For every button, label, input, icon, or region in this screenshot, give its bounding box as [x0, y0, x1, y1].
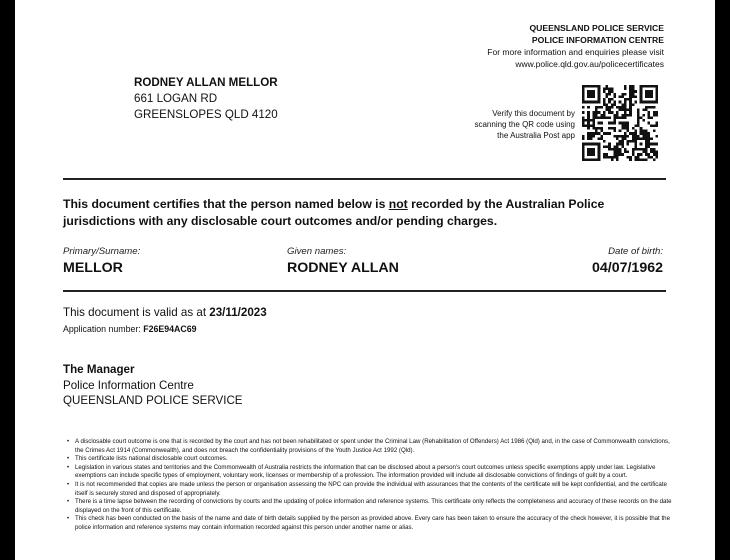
note-item: • A disclosable court outcome is one that is recorded by the court and has not been rehabilitated or spent under the Criminal Law (Rehabilitation of Offenders) Act 1986 (Qld) and, in the case of Commonwealth convictions, the Crimes Act 1914 (Commonwealth), and does not breach the confidentiality provisions of the Youth Justice Act 1992 (Qld). — [67, 438, 673, 455]
dob-label: Date of birth: — [608, 246, 663, 257]
given-names-label: Given names: — [287, 246, 347, 257]
certification-emphasis: not — [388, 197, 408, 211]
recipient-title: The Manager — [63, 363, 135, 376]
certification-text-1: This document certifies that the person named below is — [63, 197, 389, 211]
note-item: • Legislation in various states and territories and the Commonwealth of Australia restricts the information that can be disclosed about a person's court outcomes unless specific exemptions apply under law. Legislative exemptions can include specific types of employment, voluntary work, licenses or membership of a profession. The information provided will include all disclosable convictions of findings of guilt by a court. — [67, 464, 673, 481]
top-divider — [63, 178, 666, 180]
verify-instructions — [445, 108, 575, 141]
recipient-line-2: QUEENSLAND POLICE SERVICE — [63, 394, 243, 407]
surname-label: Primary/Surname: — [63, 246, 141, 257]
certification-statement — [63, 196, 673, 230]
validity-label: This document is valid as at — [63, 306, 210, 319]
surname-value: MELLOR — [63, 260, 123, 276]
dob-value: 04/07/1962 — [591, 260, 663, 276]
mailing-address — [134, 75, 278, 123]
note-item: • There is a time lapse between the recording of convictions by courts and the updating of police information and reference systems. This certificate only reflects the completeness and accuracy of these records on the date displayed on the front of this certificate. — [67, 498, 673, 515]
application-number-value: F26E94AC69 — [143, 324, 197, 334]
note-item: • It is not recommended that copies are made unless the person or organisation assessing the NPC can provide the individual with assurances that the contents of the certificate will be kept confidential, and the certificate itself is securely stored and disposed of appropriately. — [67, 481, 673, 498]
application-number-label: Application number: — [63, 324, 144, 334]
enquiries-url[interactable]: www.police.qld.gov.au/policecertificates — [515, 59, 664, 69]
verify-line-3: the Australia Post app — [497, 131, 575, 140]
recipient-line-1: Police Information Centre — [63, 378, 194, 392]
middle-divider — [63, 290, 666, 292]
note-item: • This check has been conducted on the basis of the name and date of birth details supplied by the person as provided above. Every care has been taken to ensure the accuracy of the check however, it is possible that the police information and reference systems may contain information recorded against this person under another name or alias. — [67, 515, 673, 532]
date-of-birth-field — [592, 246, 663, 276]
address-line-2: GREENSLOPES QLD 4120 — [134, 108, 278, 121]
validity-statement — [63, 306, 267, 319]
application-number — [63, 324, 197, 334]
note-item: • This certificate lists national disclosable court outcomes. — [67, 455, 673, 464]
notes-list — [67, 438, 673, 533]
address-line-1: 661 LOGAN RD — [134, 92, 218, 105]
verify-line-1: Verify this document by — [492, 109, 575, 118]
validity-date: 23/11/2023 — [209, 306, 267, 319]
certification-text-2: recorded by the Australian Police jurisdictions with any disclosable court outcomes and/or pending charges. — [63, 197, 605, 228]
police-certificate-page — [15, 0, 715, 560]
verify-line-2: scanning the QR code using — [474, 120, 575, 129]
issuer-org: QUEENSLAND POLICE SERVICE — [529, 23, 664, 33]
recipient-block — [63, 362, 243, 409]
addressee-name: RODNEY ALLAN MELLOR — [134, 76, 278, 89]
issuer-centre: POLICE INFORMATION CENTRE — [531, 35, 664, 45]
surname-field — [63, 246, 140, 276]
given-names-value: RODNEY ALLAN — [287, 260, 399, 276]
given-names-field — [287, 246, 399, 276]
enquiries-text: For more information and enquiries please visit — [487, 47, 664, 57]
qr-code-icon — [582, 85, 658, 161]
issuer-header — [487, 22, 664, 70]
